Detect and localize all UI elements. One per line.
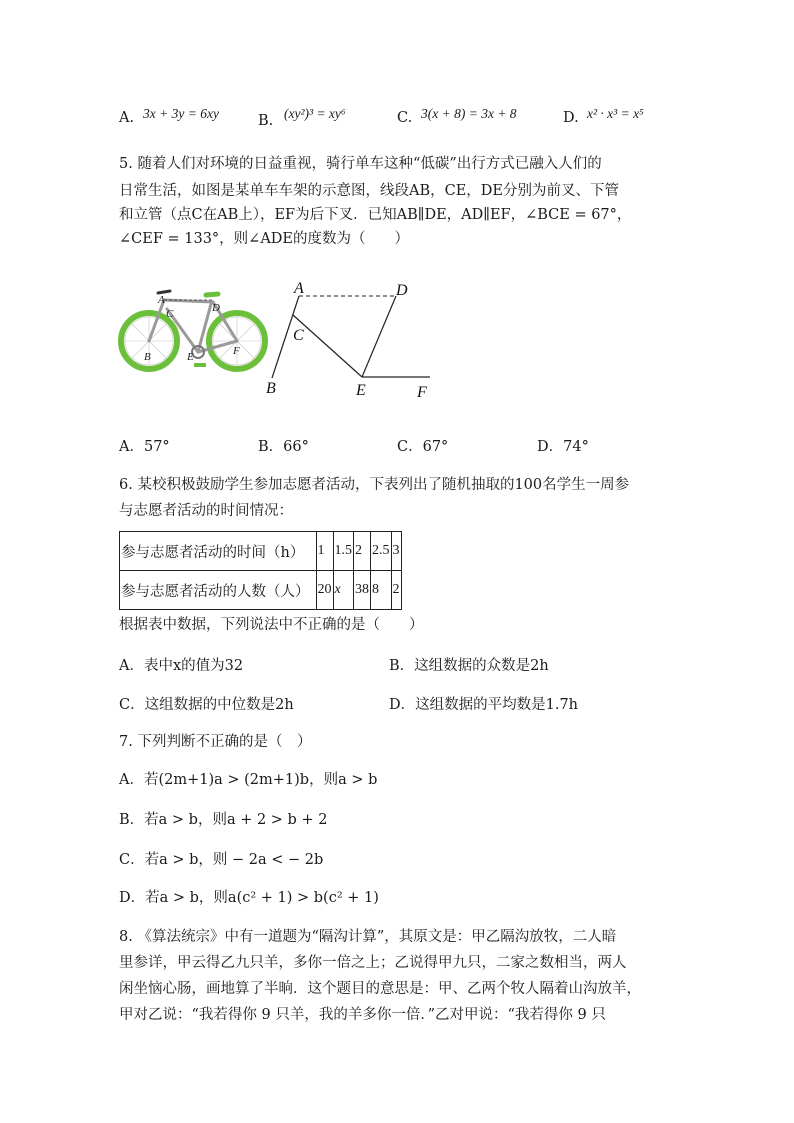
bicycle-illustration: [118, 285, 270, 377]
q6-option-b: B．这组数据的众数是2h: [389, 658, 549, 674]
table-row: [120, 571, 402, 610]
q6-stem-line-1: 6. 某校积极鼓励学生参加志愿者活动，下表列出了随机抽取的100名学生一周参: [119, 477, 630, 493]
bike-label-b: B: [144, 351, 151, 363]
diagram-label-a: A: [294, 280, 304, 297]
table-cell: 1: [316, 532, 333, 571]
diagram-label-e: E: [356, 382, 366, 399]
table-cell: x: [333, 571, 354, 610]
bike-label-f: F: [233, 345, 240, 357]
q5-stem-line-2: 日常生活，如图是某单车车架的示意图，线段AB，CE，DE分别为前叉、下管: [119, 183, 620, 199]
bike-pedal: [194, 363, 206, 367]
q7-option-d: D．若a > b，则a(c² + 1) > b(c² + 1): [119, 890, 379, 906]
q7-option-c: C．若a > b，则 − 2a < − 2b: [119, 852, 324, 868]
q4-option-c-label: C.: [397, 110, 413, 126]
bike-frame: [149, 300, 237, 352]
q6-option-d: D．这组数据的平均数是1.7h: [389, 697, 579, 713]
q8-stem-line-2: 里参详，甲云得乙九只羊，多你一倍之上；乙说得甲九只，二家之数相当，两人: [119, 955, 627, 971]
q5-stem-line-1: 5. 随着人们对环境的日益重视，骑行单车这种“低碳”出行方式已融入人们的: [119, 156, 602, 172]
diagram-label-c: C: [293, 327, 304, 344]
table-row-header-time: 参与志愿者活动的时间（h）: [120, 532, 317, 571]
q7-stem: 7. 下列判断不正确的是（ ）: [119, 734, 312, 750]
q8-stem-line-3: 闲坐恼心肠，画地算了半晌．这个题目的意思是：甲、乙两个牧人隔着山沟放羊，: [119, 981, 641, 997]
q4-option-a-expr: 3x + 3y = 6xy: [143, 106, 219, 121]
table-cell: 20: [316, 571, 333, 610]
table-row: [120, 532, 402, 571]
bike-label-c: C: [166, 308, 174, 320]
q8-stem-line-4: 甲对乙说：“我若得你 9 只羊，我的羊多你一倍．”乙对甲说：“我若得你 9 只: [119, 1007, 606, 1023]
table-cell: 2: [354, 532, 371, 571]
table-cell: 8: [371, 571, 392, 610]
q7-option-a: A．若(2m+1)a > (2m+1)b，则a > b: [119, 772, 378, 788]
table-cell: 2: [391, 571, 401, 610]
q4-option-b-expr: (xy²)³ = xy⁶: [284, 106, 346, 121]
volunteer-time-table: [119, 531, 402, 610]
diagram-label-d: D: [396, 282, 408, 299]
q8-stem-line-1: 8. 《算法统宗》中有一道题为“隔沟计算”，其原文是：甲乙隔沟放牧，二人暗: [119, 929, 617, 945]
bike-handlebar: [158, 291, 170, 293]
segment-ce: [293, 315, 362, 377]
bike-label-a: A: [158, 294, 165, 306]
q5-option-c: C．67°: [397, 439, 449, 455]
q6-question: 根据表中数据，下列说法中不正确的是（ ）: [119, 617, 424, 633]
q5-option-d: D．74°: [537, 439, 589, 455]
q4-option-b-label: B.: [258, 113, 274, 129]
q4-option-d-label: D.: [563, 110, 579, 126]
q4-option-c-expr: 3(x + 8) = 3x + 8: [421, 106, 517, 121]
q4-option-a-label: A.: [119, 110, 135, 126]
q4-option-d-expr: x² · x³ = x⁵: [587, 106, 644, 121]
q5-option-a: A．57°: [119, 439, 170, 455]
q5-stem-line-3: 和立管（点C在AB上），EF为后下叉．已知AB∥DE，AD∥EF，∠BCE = 67°，: [119, 207, 632, 223]
q6-option-a: A．表中x的值为32: [119, 658, 244, 674]
q6-option-c: C．这组数据的中位数是2h: [119, 697, 294, 713]
table-cell: 1.5: [333, 532, 354, 571]
q6-stem-line-2: 与志愿者活动的时间情况：: [119, 503, 293, 519]
segment-de: [362, 296, 396, 377]
bike-saddle: [206, 294, 218, 295]
frame-geometry-diagram: [262, 278, 432, 402]
table-cell: 2.5: [371, 532, 392, 571]
q5-option-b: B．66°: [258, 439, 309, 455]
q5-stem-line-4: ∠CEF = 133°，则∠ADE的度数为（ ）: [119, 231, 410, 247]
table-row-header-count: 参与志愿者活动的人数（人）: [120, 571, 317, 610]
q7-option-b: B．若a > b，则a + 2 > b + 2: [119, 812, 328, 828]
table-cell: 3: [391, 532, 401, 571]
bike-label-e: E: [187, 351, 194, 363]
diagram-label-f: F: [417, 384, 427, 401]
diagram-label-b: B: [266, 380, 276, 397]
bike-label-d: D: [212, 302, 220, 314]
table-cell: 38: [354, 571, 371, 610]
